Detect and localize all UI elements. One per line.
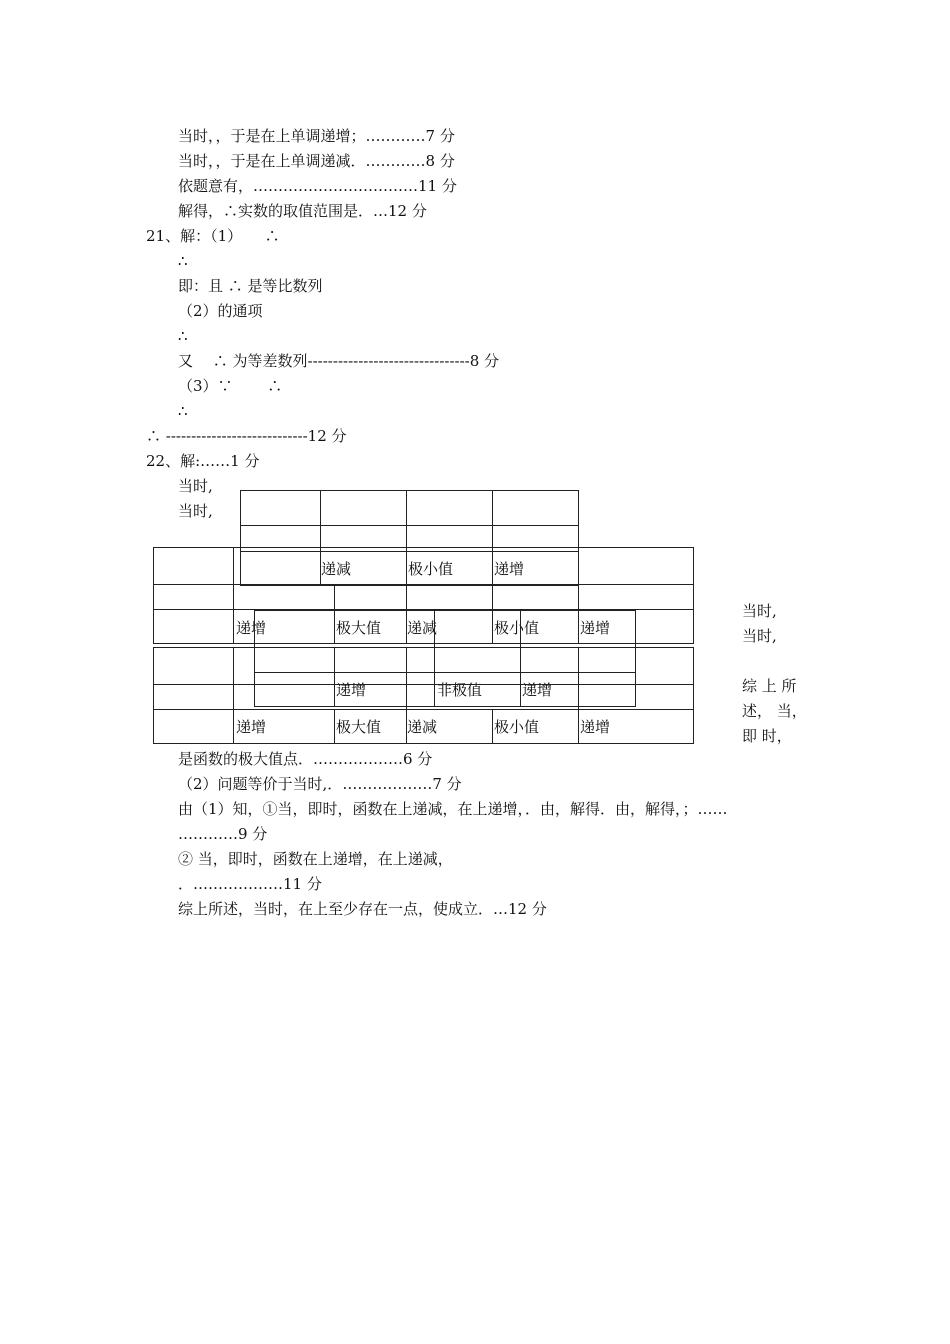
text-line: 由（1）知，①当，即时，函数在上递减，在上递增，．由，解得．由，解得，；…… (178, 800, 728, 818)
side-note: 综 上 所 (742, 677, 797, 695)
table-cell: 非极值 (437, 681, 483, 699)
table-cell: 递减 (407, 718, 438, 736)
table-cell: 递增 (336, 681, 367, 699)
text-line: 当时，，于是在上单调递增；…………7 分 (178, 127, 455, 145)
text-line: 当时, (178, 477, 213, 495)
table-cell: 极大值 (336, 718, 382, 736)
text-line: ∴ (178, 402, 188, 420)
text-line: …………9 分 (178, 825, 268, 843)
table-cell: 递增 (236, 718, 267, 736)
text-line: 又 ∴ 为等差数列--------------------------------8 分 (178, 352, 500, 370)
text-line: （2）问题等价于当时,．………………7 分 (178, 775, 462, 793)
table-cell: 递增 (580, 619, 611, 637)
text-line: ∴ (178, 252, 188, 270)
text-line: 当时, (178, 502, 213, 520)
problem-22-heading: 22、解:……1 分 (146, 452, 260, 470)
text-line: ∴ (178, 327, 188, 345)
text-line: （2）的通项 (178, 302, 263, 320)
text-line: ∴ ----------------------------12 分 (146, 427, 347, 445)
table-cell: 递减 (321, 560, 352, 578)
text-line: 解得，∴实数的取值范围是．…12 分 (178, 202, 427, 220)
text-line: 即：且 ∴ 是等比数列 (178, 277, 323, 295)
side-note: 当时, (742, 627, 777, 645)
table-cell: 递减 (407, 619, 438, 637)
text-line: ．………………11 分 (178, 875, 322, 893)
table-cell: 极小值 (494, 718, 540, 736)
side-note: 当时, (742, 602, 777, 620)
side-note: 即 时， (742, 727, 792, 745)
text-line: 当时，，于是在上单调递减．…………8 分 (178, 152, 455, 170)
problem-21-heading: 21、解：（1） ∴ (146, 227, 280, 245)
text-line: 依题意有，……………………………11 分 (178, 177, 457, 195)
text-line: ② 当，即时，函数在上递增，在上递减， (178, 850, 453, 868)
text-line: （3）∵ ∴ (178, 377, 283, 395)
table-cell: 递增 (522, 681, 553, 699)
table-cell: 极小值 (494, 619, 540, 637)
side-note: 述， 当， (742, 702, 807, 720)
table-cell: 极大值 (336, 619, 382, 637)
table-cell: 递增 (494, 560, 525, 578)
table-cell: 递增 (236, 619, 267, 637)
text-line: 是函数的极大值点．………………6 分 (178, 750, 433, 768)
table-cell: 极小值 (408, 560, 454, 578)
text-line: 综上所述，当时，在上至少存在一点，使成立．…12 分 (178, 900, 547, 918)
table-cell: 递增 (580, 718, 611, 736)
